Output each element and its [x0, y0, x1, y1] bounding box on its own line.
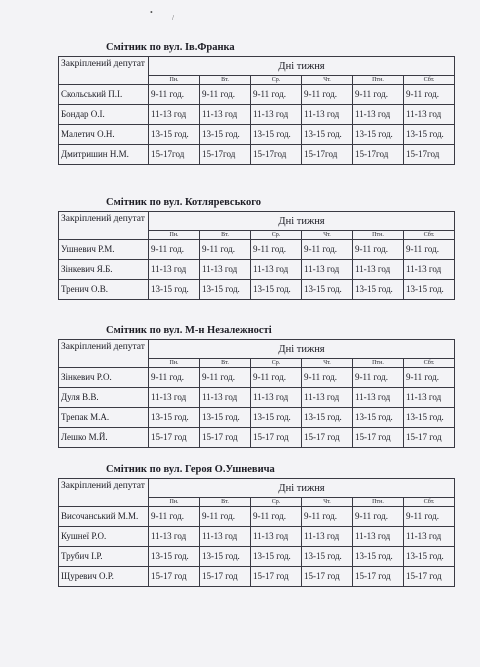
section-title: Смітник по вул. Героя О.Ушневича — [106, 464, 275, 475]
time-slot: 11-13 год — [302, 105, 353, 125]
day-header: Пн. — [149, 231, 200, 240]
time-slot: 13-15 год. — [200, 280, 251, 300]
time-slot: 11-13 год — [353, 105, 404, 125]
day-header: Чт. — [302, 359, 353, 368]
table-row — [59, 125, 455, 145]
time-slot: 13-15 год. — [404, 547, 455, 567]
time-slot: 13-15 год. — [302, 547, 353, 567]
time-slot: 9-11 год. — [404, 85, 455, 105]
time-slot: 13-15 год. — [302, 280, 353, 300]
time-slot: 9-11 год. — [353, 240, 404, 260]
table-row — [59, 85, 455, 105]
time-slot: 9-11 год. — [302, 240, 353, 260]
stray-mark: / — [172, 14, 174, 22]
time-slot: 9-11 год. — [149, 507, 200, 527]
time-slot: 11-13 год — [353, 527, 404, 547]
time-slot: 9-11 год. — [302, 85, 353, 105]
deputy-column-header: Закріплений депутат — [59, 340, 149, 368]
time-slot: 13-15 год. — [149, 125, 200, 145]
day-header: Вт. — [200, 359, 251, 368]
deputy-name: Дуля В.В. — [59, 388, 149, 408]
days-of-week-header: Дні тижня — [149, 212, 455, 231]
time-slot: 13-15 год. — [251, 408, 302, 428]
time-slot: 13-15 год. — [149, 547, 200, 567]
time-slot: 11-13 год — [302, 260, 353, 280]
table-row — [59, 408, 455, 428]
day-header: Сбт. — [404, 76, 455, 85]
day-header: Чт. — [302, 231, 353, 240]
time-slot: 15-17 год — [353, 428, 404, 448]
time-slot: 13-15 год. — [404, 125, 455, 145]
time-slot: 15-17год — [149, 145, 200, 165]
time-slot: 11-13 год — [200, 260, 251, 280]
table-row — [59, 547, 455, 567]
time-slot: 11-13 год — [353, 388, 404, 408]
section-title: Смітник по вул. Ів.Франка — [106, 42, 235, 53]
deputy-column-header: Закріплений депутат — [59, 57, 149, 85]
deputy-name: Зінкевич Р.О. — [59, 368, 149, 388]
day-header: Ср. — [251, 231, 302, 240]
time-slot: 9-11 год. — [200, 240, 251, 260]
time-slot: 9-11 год. — [302, 368, 353, 388]
day-header: Чт. — [302, 498, 353, 507]
time-slot: 11-13 год — [404, 105, 455, 125]
day-header: Ср. — [251, 498, 302, 507]
schedule-section — [58, 323, 454, 448]
day-header: Пн. — [149, 359, 200, 368]
day-header: Пн. — [149, 498, 200, 507]
schedule-table — [58, 478, 455, 587]
time-slot: 15-17 год — [200, 428, 251, 448]
time-slot: 15-17год — [251, 145, 302, 165]
day-header: Птн. — [353, 359, 404, 368]
time-slot: 9-11 год. — [353, 368, 404, 388]
time-slot: 11-13 год — [404, 388, 455, 408]
time-slot: 9-11 год. — [251, 507, 302, 527]
deputy-name: Кушнеї Р.О. — [59, 527, 149, 547]
time-slot: 11-13 год — [251, 105, 302, 125]
deputy-name: Трубич І.Р. — [59, 547, 149, 567]
day-header: Ср. — [251, 76, 302, 85]
day-header: Птн. — [353, 76, 404, 85]
time-slot: 11-13 год — [404, 260, 455, 280]
deputy-column-header: Закріплений депутат — [59, 479, 149, 507]
deputy-name: Щуревич О.Р. — [59, 567, 149, 587]
time-slot: 9-11 год. — [404, 368, 455, 388]
time-slot: 9-11 год. — [251, 85, 302, 105]
time-slot: 9-11 год. — [200, 368, 251, 388]
time-slot: 15-17 год — [302, 567, 353, 587]
table-row — [59, 145, 455, 165]
time-slot: 13-15 год. — [251, 280, 302, 300]
time-slot: 9-11 год. — [353, 85, 404, 105]
table-row — [59, 260, 455, 280]
time-slot: 9-11 год. — [404, 240, 455, 260]
time-slot: 11-13 год — [149, 260, 200, 280]
time-slot: 15-17год — [302, 145, 353, 165]
time-slot: 15-17 год — [200, 567, 251, 587]
deputy-name: Височанський М.М. — [59, 507, 149, 527]
days-of-week-header: Дні тижня — [149, 340, 455, 359]
schedule-section — [58, 462, 454, 587]
section-title: Смітник по вул. М-н Незалежності — [106, 325, 272, 336]
time-slot: 9-11 год. — [302, 507, 353, 527]
time-slot: 15-17 год — [302, 428, 353, 448]
time-slot: 15-17год — [404, 145, 455, 165]
day-header: Сбт. — [404, 498, 455, 507]
time-slot: 9-11 год. — [251, 240, 302, 260]
day-header: Птн. — [353, 498, 404, 507]
table-row — [59, 368, 455, 388]
time-slot: 15-17 год — [251, 567, 302, 587]
time-slot: 11-13 год — [149, 388, 200, 408]
days-of-week-header: Дні тижня — [149, 57, 455, 76]
time-slot: 11-13 год — [302, 388, 353, 408]
time-slot: 13-15 год. — [251, 125, 302, 145]
time-slot: 15-17 год — [404, 567, 455, 587]
table-row — [59, 527, 455, 547]
time-slot: 9-11 год. — [353, 507, 404, 527]
time-slot: 13-15 год. — [149, 280, 200, 300]
deputy-name: Дмитришин Н.М. — [59, 145, 149, 165]
time-slot: 13-15 год. — [353, 547, 404, 567]
time-slot: 11-13 год — [200, 527, 251, 547]
time-slot: 15-17 год — [251, 428, 302, 448]
time-slot: 9-11 год. — [404, 507, 455, 527]
day-header: Сбт. — [404, 359, 455, 368]
time-slot: 11-13 год — [200, 105, 251, 125]
deputy-name: Ушневич Р.М. — [59, 240, 149, 260]
table-row — [59, 507, 455, 527]
deputy-name: Малетич О.Н. — [59, 125, 149, 145]
table-row — [59, 388, 455, 408]
time-slot: 13-15 год. — [353, 408, 404, 428]
day-header: Сбт. — [404, 231, 455, 240]
deputy-name: Зінкевич Я.Б. — [59, 260, 149, 280]
days-of-week-header: Дні тижня — [149, 479, 455, 498]
time-slot: 15-17год — [353, 145, 404, 165]
time-slot: 11-13 год — [149, 527, 200, 547]
table-row — [59, 240, 455, 260]
stray-mark: • — [150, 8, 153, 17]
time-slot: 11-13 год — [302, 527, 353, 547]
time-slot: 13-15 год. — [200, 125, 251, 145]
deputy-name: Скольський П.І. — [59, 85, 149, 105]
schedule-table — [58, 339, 455, 448]
deputy-name: Тренич О.В. — [59, 280, 149, 300]
table-row — [59, 567, 455, 587]
time-slot: 15-17год — [200, 145, 251, 165]
day-header: Вт. — [200, 76, 251, 85]
schedule-table — [58, 56, 455, 165]
time-slot: 11-13 год — [353, 260, 404, 280]
deputy-column-header: Закріплений депутат — [59, 212, 149, 240]
day-header: Вт. — [200, 498, 251, 507]
day-header: Чт. — [302, 76, 353, 85]
table-row — [59, 105, 455, 125]
schedule-section — [58, 195, 454, 300]
time-slot: 15-17 год — [149, 428, 200, 448]
time-slot: 13-15 год. — [251, 547, 302, 567]
time-slot: 13-15 год. — [149, 408, 200, 428]
deputy-name: Бондар О.І. — [59, 105, 149, 125]
time-slot: 15-17 год — [404, 428, 455, 448]
time-slot: 9-11 год. — [251, 368, 302, 388]
deputy-name: Трепак М.А. — [59, 408, 149, 428]
day-header: Птн. — [353, 231, 404, 240]
time-slot: 13-15 год. — [353, 280, 404, 300]
time-slot: 11-13 год — [251, 527, 302, 547]
time-slot: 13-15 год. — [302, 408, 353, 428]
time-slot: 11-13 год — [149, 105, 200, 125]
time-slot: 13-15 год. — [200, 547, 251, 567]
schedule-table — [58, 211, 455, 300]
time-slot: 9-11 год. — [200, 85, 251, 105]
time-slot: 9-11 год. — [149, 368, 200, 388]
time-slot: 11-13 год — [251, 388, 302, 408]
table-row — [59, 280, 455, 300]
day-header: Ср. — [251, 359, 302, 368]
deputy-name: Лешко М.Й. — [59, 428, 149, 448]
time-slot: 11-13 год — [404, 527, 455, 547]
time-slot: 13-15 год. — [404, 408, 455, 428]
section-title: Смітник по вул. Котляревського — [106, 197, 262, 208]
schedule-section — [58, 40, 454, 165]
day-header: Вт. — [200, 231, 251, 240]
time-slot: 11-13 год — [200, 388, 251, 408]
day-header: Пн. — [149, 76, 200, 85]
time-slot: 15-17 год — [149, 567, 200, 587]
time-slot: 9-11 год. — [200, 507, 251, 527]
time-slot: 15-17 год — [353, 567, 404, 587]
time-slot: 9-11 год. — [149, 240, 200, 260]
time-slot: 13-15 год. — [200, 408, 251, 428]
time-slot: 9-11 год. — [149, 85, 200, 105]
time-slot: 13-15 год. — [404, 280, 455, 300]
time-slot: 13-15 год. — [353, 125, 404, 145]
time-slot: 11-13 год — [251, 260, 302, 280]
table-row — [59, 428, 455, 448]
time-slot: 13-15 год. — [302, 125, 353, 145]
